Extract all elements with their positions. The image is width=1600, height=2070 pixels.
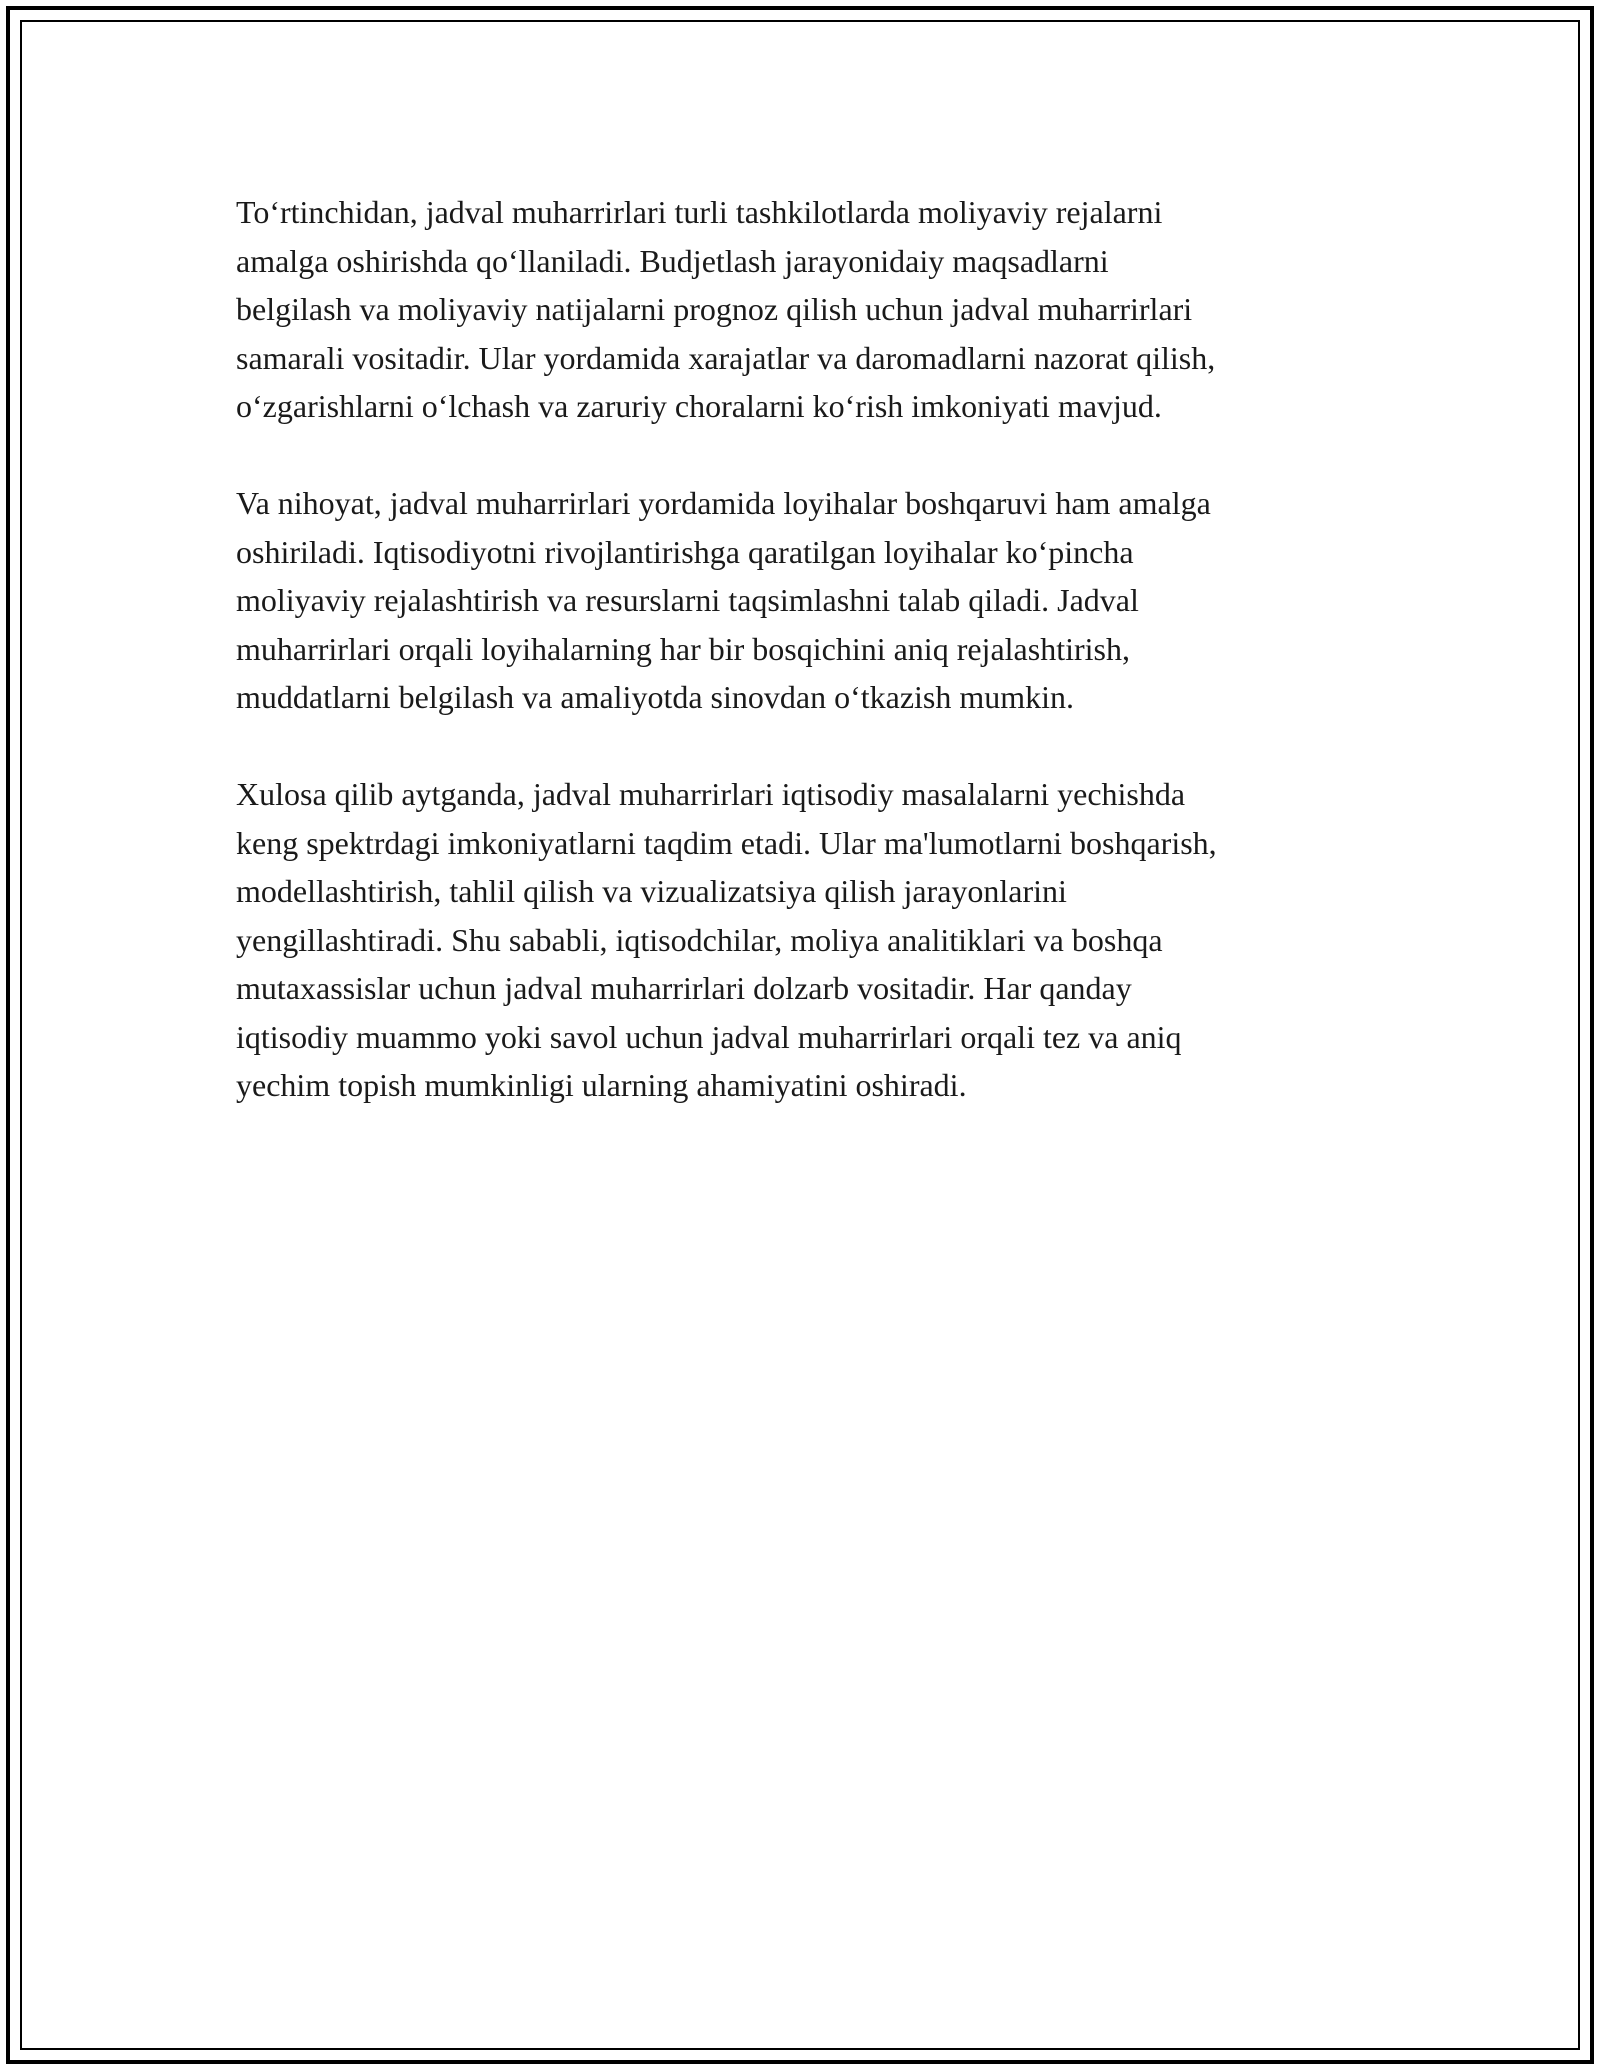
- text-line: yechim topish mumkinligi ularning ahamiyatini oshiradi.: [236, 1067, 967, 1103]
- text-line: Va nihoyat, jadval muharrirlari yordamida loyihalar boshqaruvi ham amalga: [236, 485, 1211, 521]
- text-line: keng spektrdagi imkoniyatlarni taqdim etadi. Ular ma'lumotlarni boshqarish,: [236, 824, 1217, 861]
- text-line: iqtisodiy muammo yoki savol uchun jadval muharrirlari orqali tez va aniq: [236, 1018, 1182, 1055]
- paragraph-1: [236, 188, 1386, 431]
- document-body: [236, 188, 1386, 1158]
- text-line: modellashtirish, tahlil qilish va vizualizatsiya qilish jarayonlarini: [236, 873, 1067, 909]
- text-line: mutaxassislar uchun jadval muharrirlari dolzarb vositadir. Har qanday: [236, 970, 1132, 1006]
- text-line: Xulosa qilib aytganda, jadval muharrirlari iqtisodiy masalalarni yechishda: [236, 776, 1186, 812]
- paragraph-2: [236, 479, 1386, 722]
- text-line: muharrirlari orqali loyihalarning har bir bosqichini aniq rejalashtirish,: [236, 630, 1130, 667]
- text-line: oshiriladi. Iqtisodiyotni rivojlantirishga qaratilgan loyihalar ko‘pincha: [236, 533, 1134, 570]
- text-line: amalga oshirishda qo‘llaniladi. Budjetlash jarayonidaiy maqsadlarni: [236, 242, 1109, 279]
- paragraph-3: [236, 770, 1386, 1110]
- text-line: samarali vositadir. Ular yordamida xarajatlar va daromadlarni nazorat qilish,: [236, 339, 1216, 376]
- text-line: belgilash va moliyaviy natijalarni prognoz qilish uchun jadval muharrirlari: [236, 291, 1193, 327]
- text-line: o‘zgarishlarni o‘lchash va zaruriy choralarni ko‘rish imkoniyati mavjud.: [236, 388, 1162, 424]
- text-line: To‘rtinchidan, jadval muharrirlari turli tashkilotlarda moliyaviy rejalarni: [236, 194, 1163, 230]
- text-line: muddatlarni belgilash va amaliyotda sinovdan o‘tkazish mumkin.: [236, 679, 1075, 715]
- text-line: yengillashtiradi. Shu sababli, iqtisodchilar, moliya analitiklari va boshqa: [236, 921, 1163, 958]
- text-line: moliyaviy rejalashtirish va resurslarni taqsimlashni talab qiladi. Jadval: [236, 582, 1139, 618]
